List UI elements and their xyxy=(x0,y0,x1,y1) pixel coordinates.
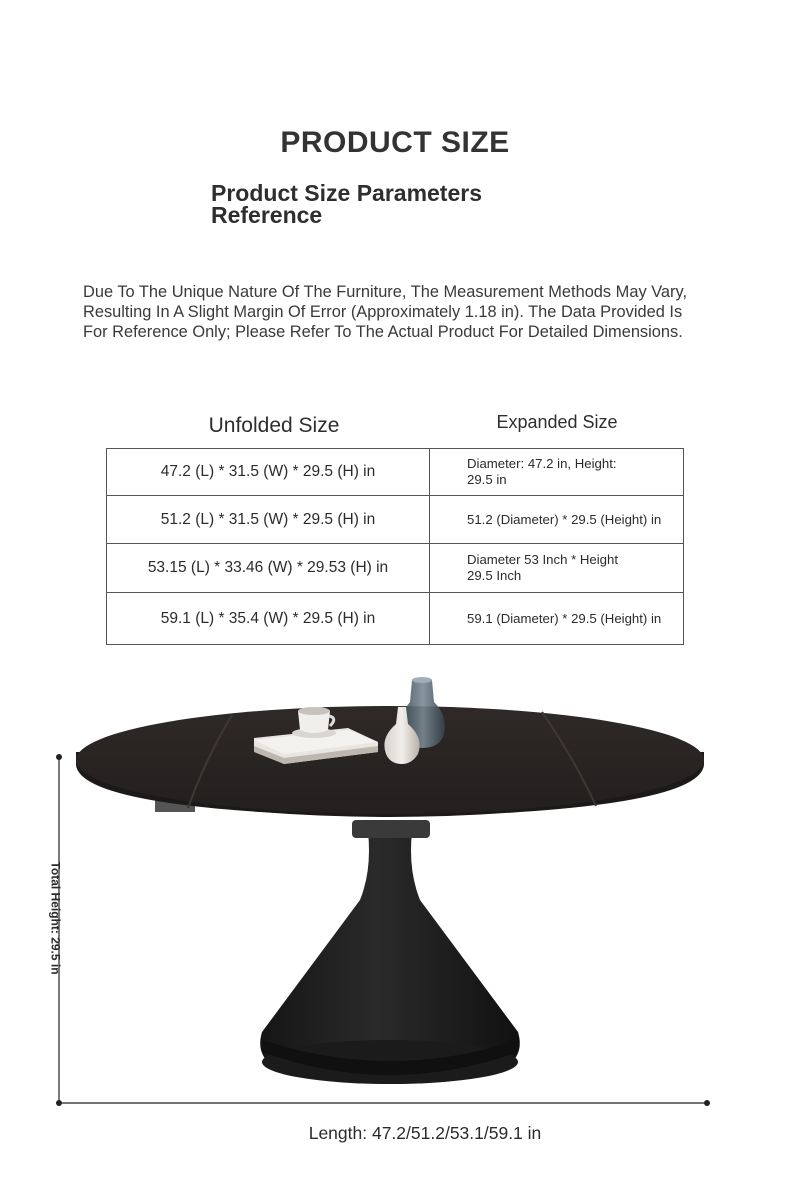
extension-mechanism xyxy=(352,820,430,838)
expanded-size-cell xyxy=(430,544,683,592)
unfolded-size-cell: 51.2 (L) * 31.5 (W) * 29.5 (H) in xyxy=(107,496,430,543)
subtitle-line-1: Product Size Parameters xyxy=(211,180,483,206)
expanded-size-line-2: 29.5 in xyxy=(467,472,507,487)
size-table xyxy=(106,448,684,645)
table-row xyxy=(107,544,683,593)
subtitle-line-2: Reference xyxy=(211,202,323,228)
unfolded-size-header: Unfolded Size xyxy=(208,414,340,437)
expanded-size-line-2: 29.5 Inch xyxy=(467,568,522,583)
table-row xyxy=(107,593,683,644)
total-height-label: Total Height: 29.5 in xyxy=(49,861,63,975)
expanded-size-cell xyxy=(430,449,683,495)
expanded-size-cell xyxy=(430,593,683,644)
expanded-size-line-1: Diameter 53 Inch * Height xyxy=(467,552,618,567)
expanded-size-line-1: 59.1 (Diameter) * 29.5 (Height) in xyxy=(467,610,662,626)
expanded-size-line-1: Diameter: 47.2 in, Height: xyxy=(467,456,617,471)
page-title: PRODUCT SIZE xyxy=(280,126,510,159)
table-top xyxy=(76,706,704,814)
expanded-size-cell xyxy=(430,496,683,543)
notice-line-2: Resulting In A Slight Margin Of Error (Approximately 1.18 in). The Data Provided Is xyxy=(83,303,683,321)
expanded-size-header: Expanded Size xyxy=(496,412,618,432)
measurement-notice xyxy=(83,282,753,342)
length-label: Length: 47.2/51.2/53.1/59.1 in xyxy=(308,1123,542,1143)
unfolded-size-cell: 53.15 (L) * 33.46 (W) * 29.53 (H) in xyxy=(107,544,430,592)
unfolded-size-cell: 47.2 (L) * 31.5 (W) * 29.5 (H) in xyxy=(107,449,430,495)
table-illustration xyxy=(0,660,790,1160)
expanded-size-line-1: 51.2 (Diameter) * 29.5 (Height) in xyxy=(467,511,662,527)
notice-line-3: For Reference Only; Please Refer To The Actual Product For Detailed Dimensions. xyxy=(83,323,683,341)
unfolded-size-cell: 59.1 (L) * 35.4 (W) * 29.5 (H) in xyxy=(107,593,430,644)
page-subtitle xyxy=(211,182,611,226)
notice-line-1: Due To The Unique Nature Of The Furniture, The Measurement Methods May Vary, xyxy=(83,283,688,301)
table-row xyxy=(107,449,683,496)
table-row xyxy=(107,496,683,544)
